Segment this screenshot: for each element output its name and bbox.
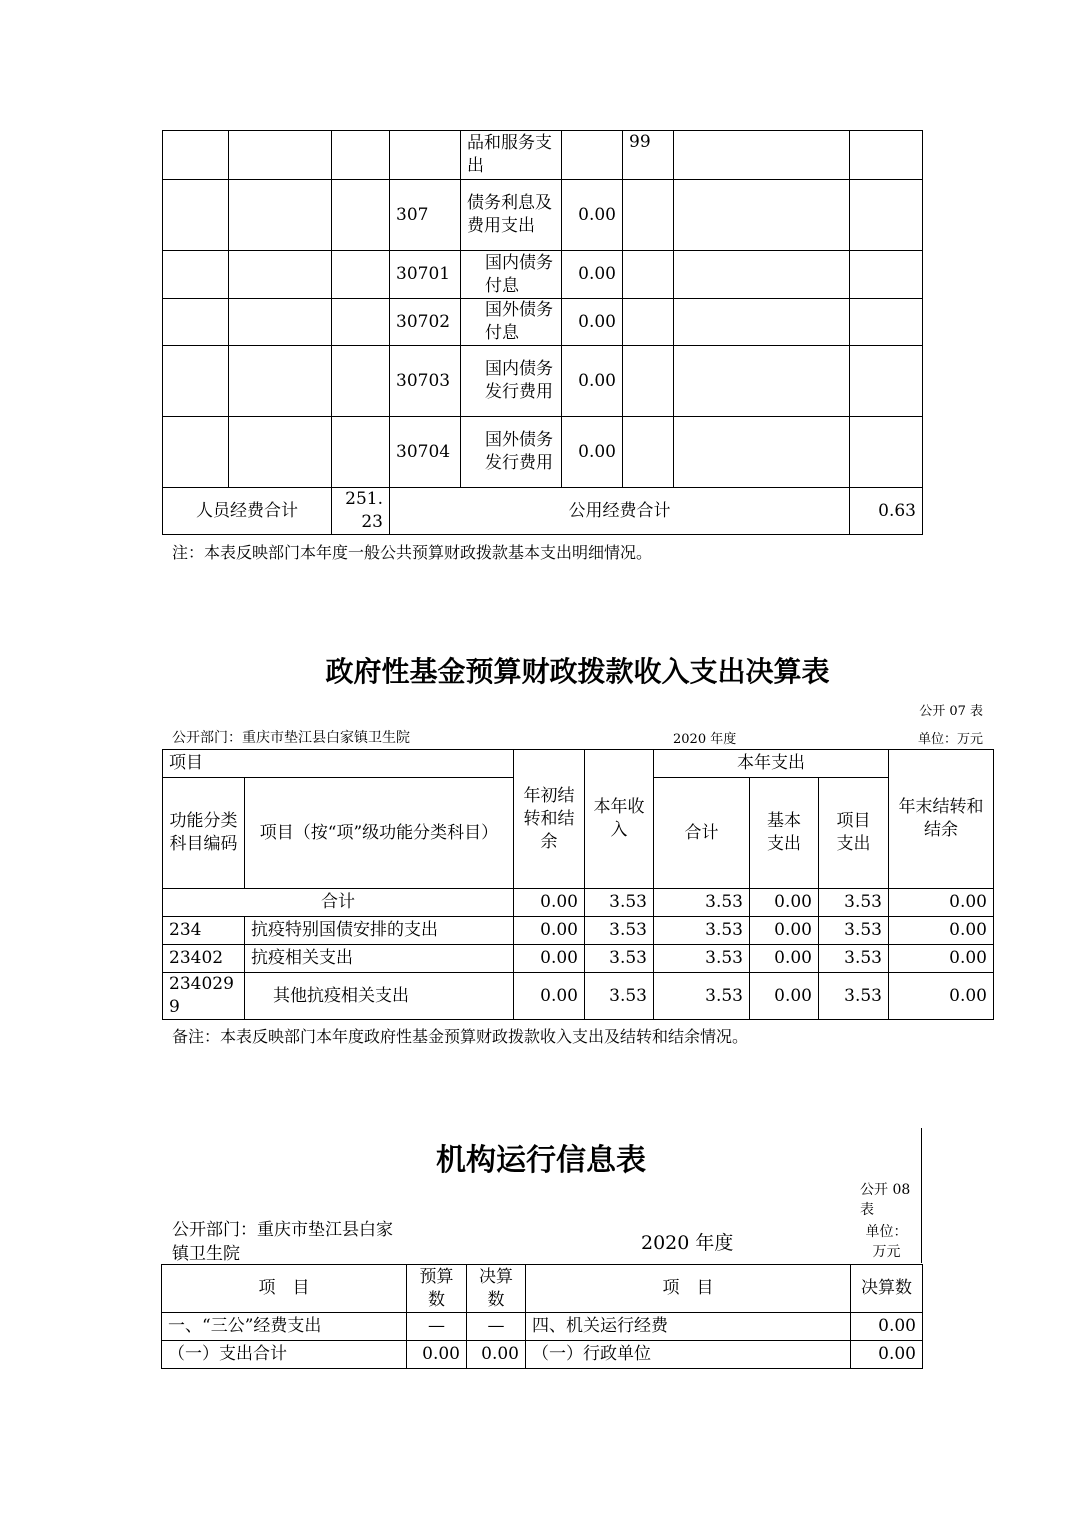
cell-value: 3.53 [585,945,654,973]
institution-info-table [161,1264,923,1369]
cell-value: 0.00 [889,945,994,973]
cell-value: 3.53 [819,917,889,945]
header-basic: 基本支出 [750,778,819,889]
personnel-total-label: 人员经费合计 [163,488,332,535]
personnel-total-value: 251.23 [332,488,390,535]
item-code: 307 [390,180,461,251]
cell-value: 0.00 [467,1341,526,1369]
header-row [162,1265,923,1313]
cell-value: — [467,1313,526,1341]
row-name: 抗疫相关支出 [245,945,514,973]
cell-value: 3.53 [819,889,889,917]
cell-value: 0.00 [514,973,585,1020]
item-amount [562,131,623,180]
item-code-2: 99 [623,131,674,180]
header-total: 合计 [654,778,750,889]
table-row [162,1341,923,1369]
item-amount: 0.00 [562,299,623,346]
header-row [163,750,994,778]
item-name: 国外债务付息 [461,299,562,346]
header-final-2: 决算数 [851,1265,923,1313]
header-income: 本年收入 [585,750,654,889]
cell-value: 0.00 [889,973,994,1020]
fund-budget-table [162,749,994,1020]
row-item-2: （一）行政单位 [526,1341,851,1369]
cell-value: 0.00 [407,1341,467,1369]
table-note: 备注：本表反映部门本年度政府性基金预算财政拨款收入支出及结转和结余情况。 [172,1027,749,1046]
item-code-2 [623,299,674,346]
header-item-2: 项 目 [526,1265,851,1313]
cell-value: 0.00 [851,1341,923,1369]
header-item: 项 目 [162,1265,407,1313]
cell-value: 3.53 [654,889,750,917]
header-end-balance: 年末结转和结余 [889,750,994,889]
public-total-label: 公用经费合计 [390,488,850,535]
total-row [163,889,994,917]
row-item-2: 四、机关运行经费 [526,1313,851,1341]
header-name: 项目（按“项”级功能分类科目） [245,778,514,889]
table-row [163,417,923,488]
public-total-value: 0.63 [850,488,923,535]
fiscal-year: 2020 年度 [673,732,737,747]
cell-value: 0.00 [514,945,585,973]
row-item: （一）支出合计 [162,1341,407,1369]
header-budget: 预算数 [407,1265,467,1313]
item-name: 品和服务支出 [461,131,562,180]
item-amount: 0.00 [562,346,623,417]
header-expense: 本年支出 [654,750,889,778]
cell-value: 3.53 [654,945,750,973]
row-code: 2340299 [163,973,245,1020]
form-number: 公开 08 表 [860,1182,911,1218]
cell-value: 3.53 [654,973,750,1020]
header-final: 决算数 [467,1265,526,1313]
table-row [163,299,923,346]
page-title: 机构运行信息表 [436,1143,646,1178]
item-amount: 0.00 [562,180,623,251]
cell-value: 3.53 [654,917,750,945]
row-name: 抗疫特别国债安排的支出 [245,917,514,945]
table-row [163,131,923,180]
unit-label: 单位：万元 [917,732,983,747]
row-item: 一、“三公”经费支出 [162,1313,407,1341]
cell-value: 0.00 [514,889,585,917]
header-project: 项目支出 [819,778,889,889]
basic-expense-table [162,130,923,535]
cell-value: 0.00 [514,917,585,945]
form-number: 公开 07 表 [919,704,983,719]
item-amount: 0.00 [562,251,623,299]
cell-value: 3.53 [819,945,889,973]
cell-value: 0.00 [750,945,819,973]
table-row [163,251,923,299]
row-code: 234 [163,917,245,945]
item-name: 国内债务发行费用 [461,346,562,417]
department: 公开部门：重庆市垫江县白家镇卫生院 [172,1220,393,1264]
page-title: 政府性基金预算财政拨款收入支出决算表 [325,655,830,688]
item-name: 债务利息及费用支出 [461,180,562,251]
cell-value: 0.00 [889,917,994,945]
table-row [163,945,994,973]
item-code: 30704 [390,417,461,488]
cell-value: 0.00 [750,917,819,945]
table-row [163,973,994,1020]
item-code: 30701 [390,251,461,299]
cell-value: 3.53 [585,973,654,1020]
item-code-2 [623,180,674,251]
total-label: 合计 [163,889,514,917]
item-name: 国外债务发行费用 [461,417,562,488]
item-code-2 [623,417,674,488]
header-item: 项目 [163,750,514,778]
item-code: 30703 [390,346,461,417]
unit-label: 单位：万元 [865,1224,908,1260]
cell-value: 0.00 [750,889,819,917]
item-code: 30702 [390,299,461,346]
item-code-2 [623,346,674,417]
table-row [163,917,994,945]
header-begin-balance: 年初结转和结余 [514,750,585,889]
table-note: 注：本表反映部门本年度一般公共预算财政拨款基本支出明细情况。 [172,543,653,562]
item-code-2 [623,251,674,299]
department: 公开部门：重庆市垫江县白家镇卫生院 [172,730,410,746]
table-row [162,1313,923,1341]
cell-value: 3.53 [585,917,654,945]
row-code: 23402 [163,945,245,973]
fiscal-year: 2020 年度 [641,1232,734,1254]
cell-value: 3.53 [819,973,889,1020]
table-row [163,180,923,251]
cell-value: 0.00 [851,1313,923,1341]
table-row [163,346,923,417]
item-amount: 0.00 [562,417,623,488]
item-name: 国内债务付息 [461,251,562,299]
item-code [390,131,461,180]
cell-value: 3.53 [585,889,654,917]
header-code: 功能分类科目编码 [163,778,245,889]
cell-value: 0.00 [750,973,819,1020]
cell-value: — [407,1313,467,1341]
summary-row [163,488,923,535]
row-name: 其他抗疫相关支出 [245,973,514,1020]
cell-value: 0.00 [889,889,994,917]
